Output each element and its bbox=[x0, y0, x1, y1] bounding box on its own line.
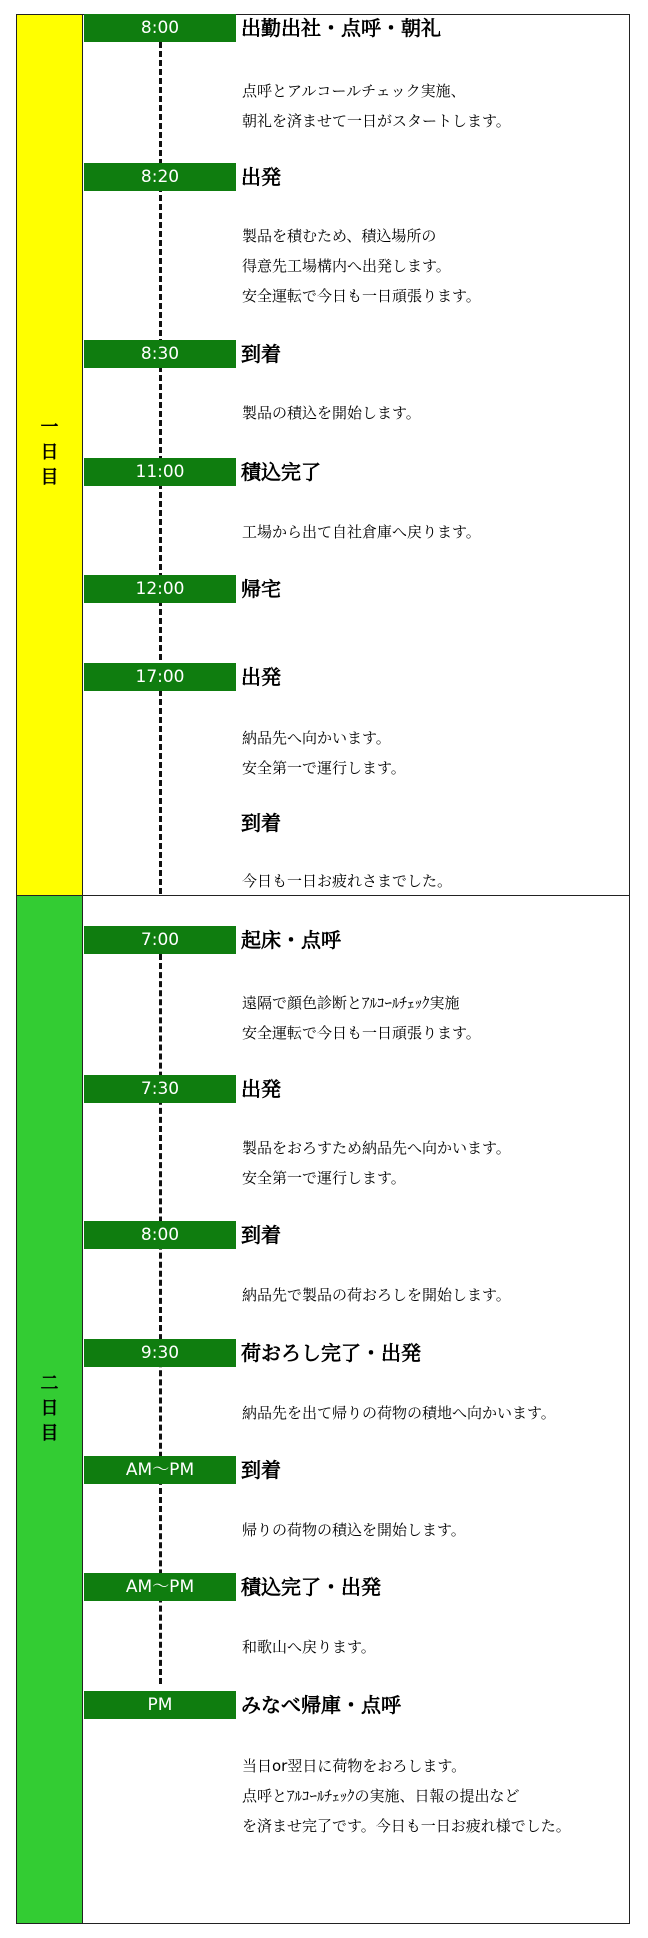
description-line: 当日or翌日に荷物をおろします。 bbox=[242, 1757, 467, 1775]
description-line: 安全運転で今日も一日頑張ります。 bbox=[242, 1024, 481, 1042]
time-bar: 17:00 bbox=[84, 663, 236, 691]
event-description bbox=[242, 517, 481, 547]
day2-label bbox=[17, 1371, 82, 1446]
event-title: 出勤出社・点呼・朝礼 bbox=[241, 16, 441, 40]
time-bar: 8:00 bbox=[84, 14, 236, 42]
description-line: 今日も一日お疲れさまでした。 bbox=[242, 872, 453, 890]
time-bar: 9:30 bbox=[84, 1339, 236, 1367]
day1-label-char: 一 bbox=[40, 417, 59, 438]
description-line: 製品をおろすため納品先へ向かいます。 bbox=[242, 1139, 511, 1157]
event-title: 積込完了 bbox=[241, 460, 321, 484]
description-line: 製品の積込を開始します。 bbox=[242, 404, 421, 422]
day2-label-char: 日 bbox=[40, 1398, 59, 1419]
event-title: 出発 bbox=[241, 1077, 281, 1101]
event-description bbox=[242, 1751, 571, 1841]
description-line: 安全第一で運行します。 bbox=[242, 1169, 406, 1187]
description-line: を済ませ完了です。今日も一日お疲れ様でした。 bbox=[242, 1817, 571, 1835]
event-title: 到着 bbox=[241, 1223, 281, 1247]
description-line: 製品を積むため、積込場所の bbox=[242, 227, 437, 245]
description-line: 点呼とｱﾙｺｰﾙﾁｪｯｸの実施、日報の提出など bbox=[242, 1787, 520, 1805]
description-line: 帰りの荷物の積込を開始します。 bbox=[242, 1521, 466, 1539]
time-bar: AM～PM bbox=[84, 1456, 236, 1484]
event-title: 積込完了・出発 bbox=[241, 1575, 381, 1599]
time-bar: 8:20 bbox=[84, 163, 236, 191]
event-description bbox=[242, 866, 452, 896]
time-bar: 8:30 bbox=[84, 340, 236, 368]
event-description bbox=[242, 1398, 556, 1428]
day1-label bbox=[17, 415, 82, 490]
time-bar: 8:00 bbox=[84, 1221, 236, 1249]
event-title: 到着 bbox=[241, 342, 281, 366]
event-title: 荷おろし完了・出発 bbox=[241, 1341, 421, 1365]
event-title: 出発 bbox=[241, 665, 281, 689]
event-description bbox=[242, 1280, 511, 1310]
description-line: 納品先を出て帰りの荷物の積地へ向かいます。 bbox=[242, 1404, 556, 1422]
time-bar: 11:00 bbox=[84, 458, 236, 486]
event-description bbox=[242, 1133, 511, 1193]
day2-band bbox=[16, 895, 83, 1924]
description-line: 納品先へ向かいます。 bbox=[242, 729, 391, 747]
description-line: 朝礼を済ませて一日がスタートします。 bbox=[242, 112, 511, 130]
event-title: 出発 bbox=[241, 165, 281, 189]
description-line: 安全第一で運行します。 bbox=[242, 759, 406, 777]
event-description bbox=[242, 723, 406, 783]
event-title: 到着 bbox=[241, 811, 281, 835]
event-title: みなべ帰庫・点呼 bbox=[241, 1693, 401, 1717]
description-line: 納品先で製品の荷おろしを開始します。 bbox=[242, 1286, 511, 1304]
event-description bbox=[242, 1632, 376, 1662]
time-bar: 12:00 bbox=[84, 575, 236, 603]
event-description bbox=[242, 398, 421, 428]
event-description bbox=[242, 988, 481, 1048]
description-line: 安全運転で今日も一日頑張ります。 bbox=[242, 287, 481, 305]
description-line: 点呼とアルコールチェック実施、 bbox=[242, 82, 466, 100]
description-line: 得意先工場構内へ出発します。 bbox=[242, 257, 451, 275]
day2-label-char: 二 bbox=[40, 1373, 59, 1394]
time-bar: 7:00 bbox=[84, 926, 236, 954]
day1-band bbox=[16, 14, 83, 896]
day2-label-char: 目 bbox=[40, 1423, 59, 1444]
event-title: 起床・点呼 bbox=[241, 928, 341, 952]
description-line: 和歌山へ戻ります。 bbox=[242, 1638, 376, 1656]
event-description bbox=[242, 1515, 466, 1545]
day1-label-char: 目 bbox=[40, 467, 59, 488]
event-title: 到着 bbox=[241, 1458, 281, 1482]
time-bar: PM bbox=[84, 1691, 236, 1719]
description-line: 遠隔で顔色診断とｱﾙｺｰﾙﾁｪｯｸ実施 bbox=[242, 994, 460, 1012]
time-bar: 7:30 bbox=[84, 1075, 236, 1103]
event-title: 帰宅 bbox=[241, 577, 281, 601]
time-bar: AM～PM bbox=[84, 1573, 236, 1601]
event-description bbox=[242, 76, 511, 136]
event-description bbox=[242, 221, 481, 311]
day1-label-char: 日 bbox=[40, 442, 59, 463]
description-line: 工場から出て自社倉庫へ戻ります。 bbox=[242, 523, 481, 541]
